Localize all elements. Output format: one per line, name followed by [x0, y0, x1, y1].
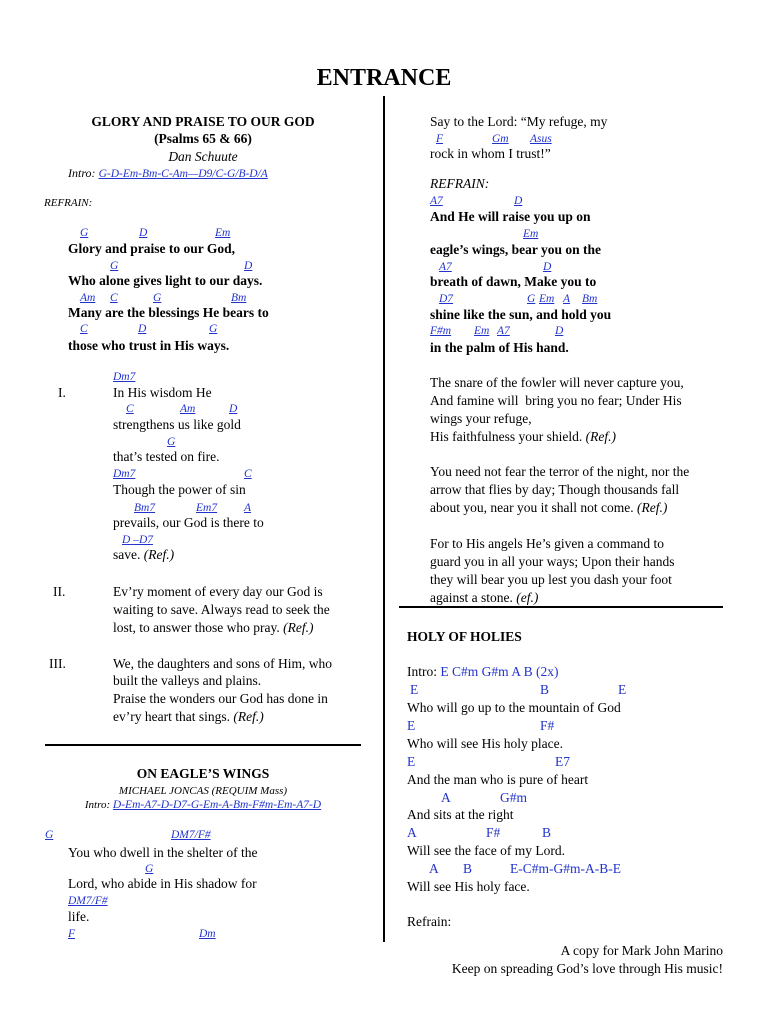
- chord: C: [80, 323, 88, 335]
- chord: A: [441, 790, 451, 805]
- chord: F: [68, 928, 76, 940]
- lyric-line: about you, near you it shall not come. (Ref.): [430, 500, 668, 515]
- lyric-line: waiting to save. Always read to seek the: [113, 602, 330, 617]
- chord: D: [138, 323, 147, 335]
- lyric-line: We, the daughters and sons of Him, who: [113, 656, 332, 671]
- ref-marker: (Ref.): [636, 500, 668, 515]
- lyric-line: Who will go up to the mountain of God: [407, 700, 621, 715]
- lyric-line: in the palm of His hand.: [430, 340, 569, 355]
- lyric-line: that’s tested on fire.: [113, 449, 220, 464]
- chord: G: [45, 829, 54, 841]
- lyric-line: Will see His holy face.: [407, 879, 530, 894]
- lyric-line: eagle’s wings, bear you on the: [430, 242, 602, 257]
- chord: Asus: [530, 133, 552, 145]
- chord: D: [514, 195, 523, 207]
- chord: Bm: [582, 293, 598, 305]
- chord: B: [463, 861, 473, 876]
- song1-title: GLORY AND PRAISE TO OUR GOD: [91, 114, 315, 129]
- song3-refrain-label: Refrain:: [407, 914, 452, 929]
- chord: G: [209, 323, 218, 335]
- chord: Dm7: [113, 371, 136, 383]
- lyric-line: And He will raise you up on: [430, 209, 591, 224]
- chord: C: [126, 403, 134, 415]
- chord: Dm: [199, 928, 216, 940]
- lyric-line: Who will see His holy place.: [407, 736, 563, 751]
- intro-chords: G-D-Em-Bm-C-Am—D9/C-G/B-D/A: [98, 168, 268, 180]
- chord: –D7: [133, 534, 153, 546]
- chord: Bm7: [134, 502, 156, 514]
- lyric-line: Ev’ry moment of every day our God is: [113, 584, 323, 599]
- chord: A7: [439, 261, 452, 273]
- chord: G: [80, 227, 89, 239]
- chord: Em: [523, 228, 539, 240]
- chord: Bm: [231, 292, 247, 304]
- lyric-line: Lord, who abide in His shadow for: [68, 876, 257, 891]
- lyric-line: You need not fear the terror of the night, nor the: [430, 464, 690, 479]
- chord: E-C#m-G#m-A-B-E: [510, 861, 621, 876]
- lyric-line: arrow that flies by day; Though thousands fall: [430, 482, 680, 497]
- chord: D: [244, 260, 253, 272]
- chord: B: [542, 825, 552, 840]
- chord: A: [429, 861, 439, 876]
- lyric-line: You who dwell in the shelter of the: [68, 845, 258, 860]
- lyric-line: Many are the blessings He bears to: [68, 305, 269, 320]
- lyric-line: life.: [68, 909, 90, 924]
- lyric-line: prevails, our God is there to: [113, 515, 264, 530]
- chord: A: [407, 825, 417, 840]
- lyric-line: wings your refuge,: [430, 411, 532, 426]
- lyric-line: save. (Ref.): [113, 547, 175, 562]
- page-title: ENTRANCE: [316, 65, 452, 91]
- lyric-line: Praise the wonders our God has done in: [113, 691, 328, 706]
- lyric-line: His faithfulness your shield. (Ref.): [430, 429, 616, 444]
- song3-intro: [407, 664, 559, 680]
- chord: A7: [430, 195, 443, 207]
- section-divider: [45, 744, 361, 746]
- lyric-line: And famine will bring you no fear; Under His: [430, 393, 682, 408]
- chord: Em: [539, 293, 555, 305]
- song2-refrain-label: REFRAIN:: [430, 176, 490, 191]
- chord: D: [543, 261, 552, 273]
- chord: C: [244, 468, 252, 480]
- song2-author: MICHAEL JONCAS (REQUIM Mass): [118, 785, 288, 797]
- chord: D7: [439, 293, 454, 305]
- intro-chords: E C#m G#m A B (2x): [440, 664, 559, 679]
- verse-numeral: II.: [53, 584, 66, 599]
- chord: G: [167, 436, 176, 448]
- verse-numeral: I.: [58, 385, 66, 400]
- lyric-line: Will see the face of my Lord.: [407, 843, 566, 858]
- footer-message: Keep on spreading God’s love through His music!: [451, 961, 723, 976]
- lyric-line: In His wisdom He: [113, 385, 212, 400]
- chord: G: [527, 293, 536, 305]
- chord: Em: [474, 325, 490, 337]
- lyric-line: guard you in all your ways; Upon their hands: [430, 554, 675, 569]
- intro-label: Intro:: [407, 664, 437, 679]
- song3-title: HOLY OF HOLIES: [407, 629, 522, 644]
- chord: [122, 532, 153, 548]
- lyric-line: those who trust in His ways.: [68, 338, 230, 353]
- lyric-line: strengthens us like gold: [113, 417, 241, 432]
- lyric-line: Though the power of sin: [113, 482, 246, 497]
- song2-title: ON EAGLE’S WINGS: [136, 766, 270, 781]
- song1-refrain-label: REFRAIN:: [44, 197, 93, 209]
- chord: G: [145, 863, 154, 875]
- chord: Em: [215, 227, 231, 239]
- chord: DM7/F#: [171, 829, 211, 841]
- chord: G: [110, 260, 119, 272]
- lyric-line: rock in whom I trust!”: [430, 146, 551, 161]
- song1-author: Dan Schuute: [168, 149, 238, 164]
- lyric-line: ev’ry heart that sings. (Ref.): [113, 709, 264, 724]
- song1-psalms: (Psalms 65 & 66): [154, 131, 252, 146]
- lyric-line: Who alone gives light to our days.: [68, 273, 263, 288]
- ref-marker: (ef.): [516, 590, 539, 605]
- lyric-line: For to His angels He’s given a command to: [430, 536, 664, 551]
- lyric-line: And the man who is pure of heart: [407, 772, 589, 787]
- chord: F#m: [430, 325, 452, 337]
- chord: D: [555, 325, 564, 337]
- chord: DM7/F#: [68, 895, 108, 907]
- ref-marker: (Ref.): [585, 429, 616, 444]
- ref-marker: (Ref.): [233, 709, 264, 724]
- chord: E: [407, 718, 416, 733]
- chord: Dm7: [113, 468, 136, 480]
- footer-copy-line: A copy for Mark John Marino: [560, 943, 723, 958]
- chord: Em7: [196, 502, 218, 514]
- chord: G: [153, 292, 162, 304]
- chord: G#m: [500, 790, 527, 805]
- chord: D: [229, 403, 238, 415]
- chord: D: [139, 227, 148, 239]
- verse-numeral: III.: [49, 656, 66, 671]
- lyric-line: And sits at the right: [407, 807, 514, 822]
- song1-intro: [68, 165, 268, 182]
- lyric-line: breath of dawn, Make you to: [430, 274, 597, 289]
- song2-intro: [44, 797, 362, 813]
- lyric-line: built the valleys and plains.: [113, 673, 262, 688]
- chord: Gm: [492, 133, 509, 145]
- chord: F: [436, 133, 444, 145]
- ref-marker: (Ref.): [283, 620, 314, 635]
- column-divider: [383, 96, 385, 942]
- chord: E: [407, 754, 416, 769]
- chord: A7: [497, 325, 510, 337]
- lyric-line: lost, to answer those who pray. (Ref.): [113, 620, 314, 635]
- intro-chords: D-Em-A7-D-D7-G-Em-A-Bm-F#m-Em-A7-D: [112, 799, 322, 811]
- lyric-line: The snare of the fowler will never capture you,: [430, 375, 684, 390]
- lyric-line: against a stone. (ef.): [430, 590, 539, 605]
- chord: F#: [486, 825, 501, 840]
- lyric-line: Say to the Lord: “My refuge, my: [430, 114, 608, 129]
- lyric-line: Glory and praise to our God,: [68, 241, 236, 256]
- lyric-line: shine like the sun, and hold you: [430, 307, 612, 322]
- ref-marker: (Ref.): [143, 547, 175, 562]
- chord: Am: [80, 292, 96, 304]
- chord: A: [244, 502, 252, 514]
- intro-label: Intro:: [84, 799, 111, 811]
- chord: F#: [540, 718, 555, 733]
- chord: E: [410, 682, 419, 697]
- chord: B: [540, 682, 550, 697]
- lyric-line: they will bear you up lest you dash your foot: [430, 572, 672, 587]
- intro-label: Intro:: [68, 166, 96, 180]
- chord: D: [122, 534, 131, 546]
- chord: C: [110, 292, 118, 304]
- chord: E: [618, 682, 627, 697]
- chord: E7: [555, 754, 570, 769]
- section-divider: [399, 606, 723, 608]
- chord: Am: [180, 403, 196, 415]
- chord: A: [563, 293, 571, 305]
